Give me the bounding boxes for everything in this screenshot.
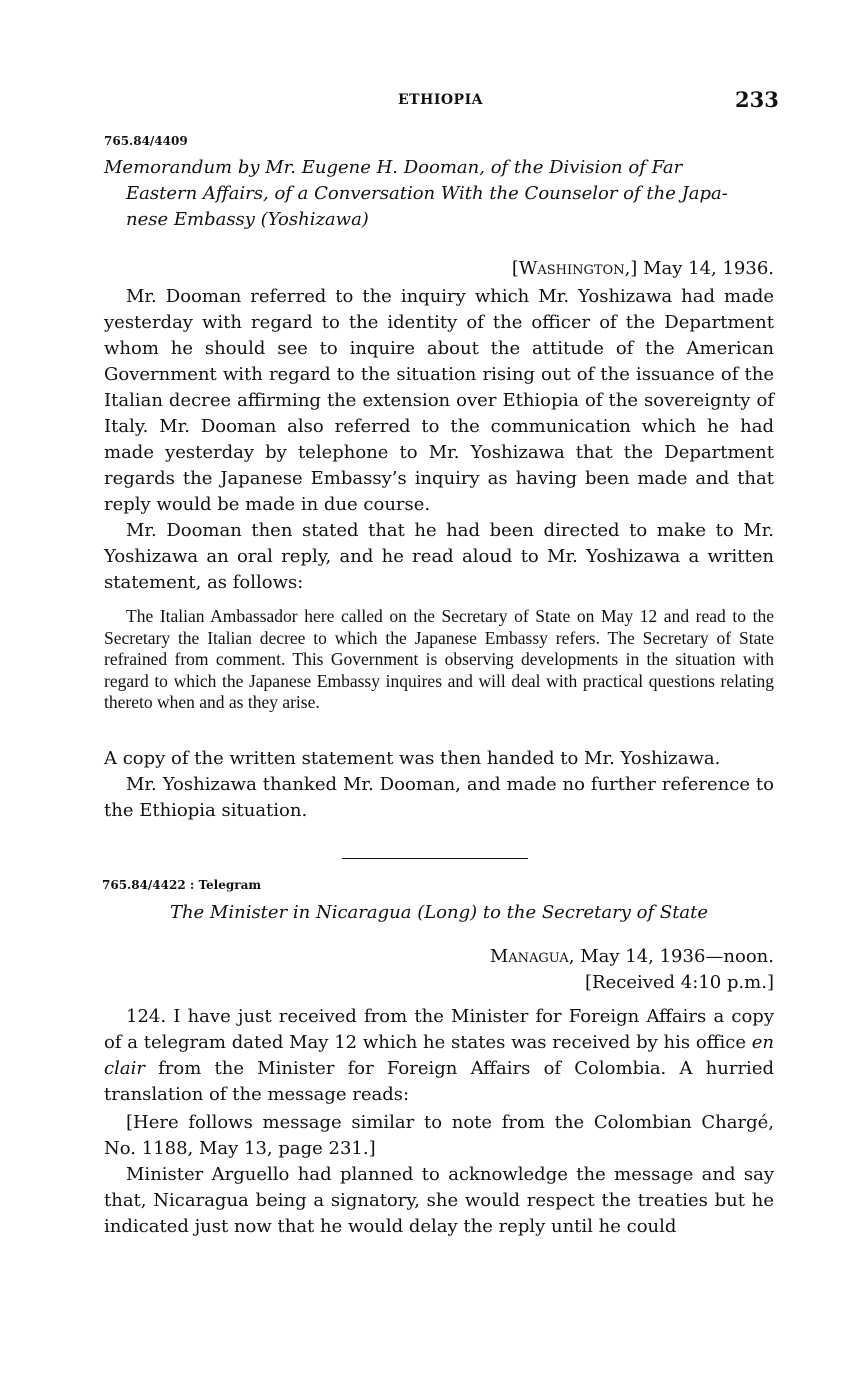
paragraph: A copy of the written statement was then handed to Mr. Yoshizawa. xyxy=(104,748,721,769)
paragraph: Minister Arguello had planned to acknowledge the message and say that, Nicaragua being a signatory, she would respect the treaties but he indicated just now that he would delay the reply until he could xyxy=(104,1164,774,1237)
title-line: Memorandum by Mr. Eugene H. Dooman, of the Division of Far xyxy=(104,157,683,178)
dateline-place: Managua, xyxy=(489,946,575,967)
title-line: nese Embassy (Yoshizawa) xyxy=(126,209,369,230)
document-title: The Minister in Nicaragua (Long) to the Secretary of State xyxy=(169,902,709,923)
file-number: 765.84/4409 xyxy=(104,134,188,148)
dateline-place: [Washington,] xyxy=(511,258,638,279)
paragraph-text: 124. I have just received from the Minister for Foreign Affairs a copy of a telegram dated May 12 which he states was received by his office xyxy=(104,1006,774,1053)
section-divider xyxy=(342,858,528,859)
dateline-date: May 14, 1936—noon. xyxy=(580,946,774,967)
running-head: ETHIOPIA xyxy=(398,92,483,108)
dateline xyxy=(512,258,774,279)
paragraph: Mr. Dooman then stated that he had been directed to make to Mr. Yoshizawa an oral reply, and he read aloud to Mr. Yoshizawa a written statement, as follows: xyxy=(104,520,774,593)
paragraph: [Here follows message similar to note from the Colombian Chargé, No. 1188, May 13, page 231.] xyxy=(104,1112,774,1159)
dateline-date: May 14, 1936. xyxy=(643,258,774,279)
italic-phrase: en clair xyxy=(104,1032,774,1079)
received-note: [Received 4:10 p.m.] xyxy=(585,972,774,993)
page-number: 233 xyxy=(735,87,779,112)
paragraph: Mr. Yoshizawa thanked Mr. Dooman, and made no further reference to the Ethiopia situation. xyxy=(104,774,774,821)
paragraph-text: from the Minister for Foreign Affairs of Colombia. A hurried translation of the message reads: xyxy=(104,1058,774,1105)
dateline xyxy=(490,946,774,967)
document-title xyxy=(104,155,774,233)
block-quote: The Italian Ambassador here called on the Secretary of State on May 12 and read to the Secretary the Italian decree to which the Japanese Embassy refers. The Secretary of State refrained from comment. This Government is observing developments in the situation with regard to which the Japanese Embassy inquires and will deal with practical questions relating thereto when and as they arise. xyxy=(104,606,774,712)
paragraph: Mr. Dooman referred to the inquiry which Mr. Yoshizawa had made yesterday with regard to the identity of the officer of the Department whom he should see to inquire about the attitude of the American Government with regard to the situation rising out of the issuance of the Italian decree affirming the extension over Ethiopia of the sovereignty of Italy. Mr. Dooman also referred to the communication which he had made yesterday by telephone to Mr. Yoshizawa that the Department regards the Japanese Embassy’s inquiry as having been made and that reply would be made in due course. xyxy=(104,286,774,515)
file-number: 765.84/4422 : Telegram xyxy=(102,878,262,892)
title-line: Eastern Affairs, of a Conversation With the Counselor of the Japa- xyxy=(126,183,728,204)
paragraph xyxy=(104,1004,774,1108)
